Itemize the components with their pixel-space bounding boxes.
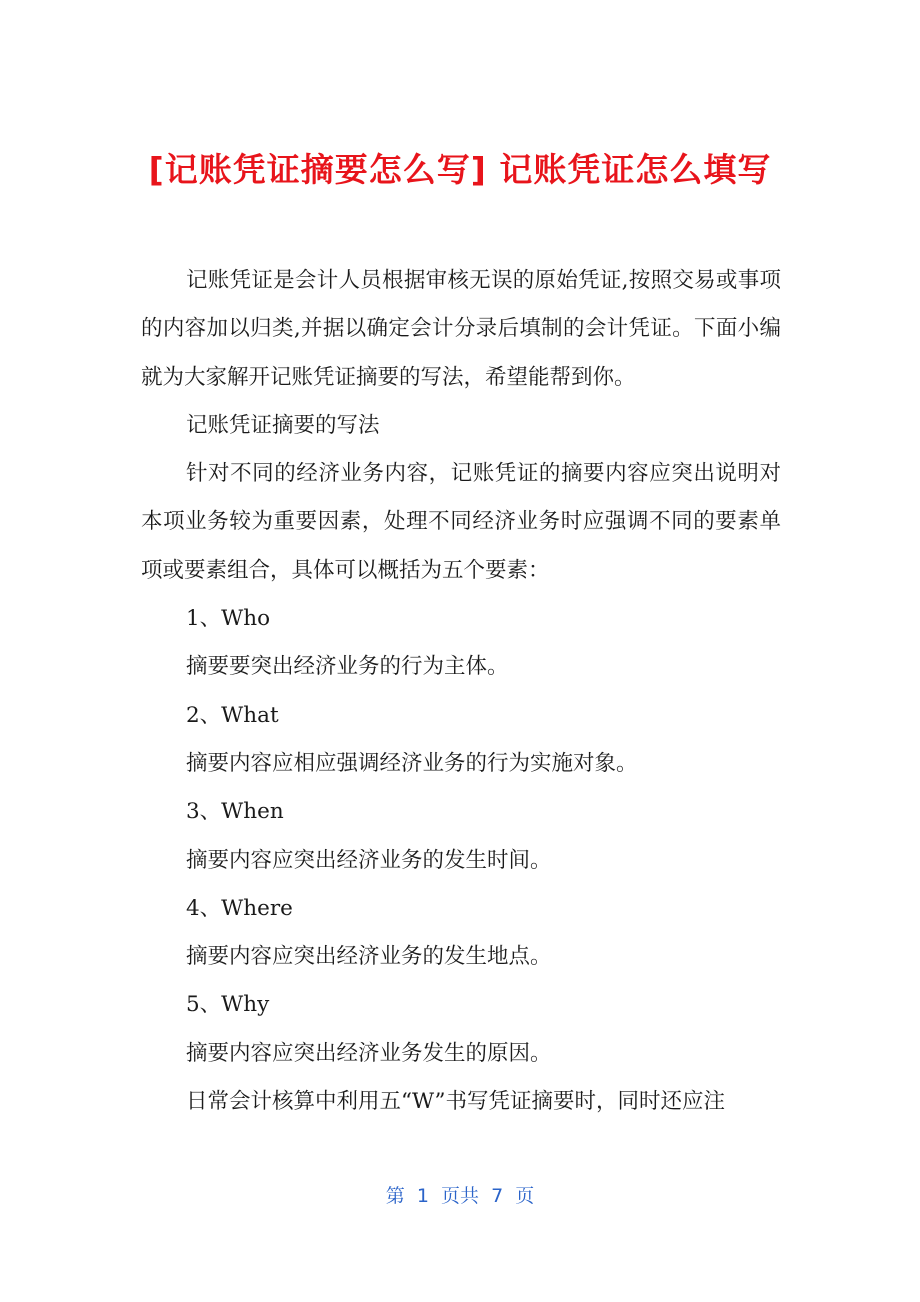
list-item-who: 1、Who [186, 606, 271, 632]
section-heading: 记账凭证摘要的写法 [186, 412, 380, 438]
paragraph-elements: 针对不同的经济业务内容，记账凭证的摘要内容应突出说明对本项业务较为重要因素，处理不同经济业务时应强调不同的要素单项或要素组合，具体可以概括为五个要素： [141, 461, 781, 583]
paragraph-what: 摘要内容应相应强调经济业务的行为实施对象。 [186, 750, 638, 776]
list-item-why: 5、Why [186, 992, 270, 1018]
document-body [141, 257, 781, 1126]
list-item-where: 4、Where [186, 895, 293, 921]
page-number-footer: 第 1 页共 7 页 [385, 1185, 535, 1207]
paragraph-who: 摘要要突出经济业务的行为主体。 [186, 654, 509, 680]
list-item-when: 3、When [186, 799, 284, 825]
list-item-what: 2、What [186, 702, 279, 728]
paragraph-why: 摘要内容应突出经济业务发生的原因。 [186, 1040, 552, 1066]
document-title: [记账凭证摘要怎么写] 记账凭证怎么填写 [148, 150, 772, 189]
paragraph-where: 摘要内容应突出经济业务的发生地点。 [186, 944, 552, 970]
paragraph-intro: 记账凭证是会计人员根据审核无误的原始凭证,按照交易或事项的内容加以归类,并据以确定会计分录后填制的会计凭证。下面小编就为大家解开记账凭证摘要的写法，希望能帮到你。 [141, 268, 781, 390]
paragraph-when: 摘要内容应突出经济业务的发生时间。 [186, 847, 552, 873]
paragraph-continued: 日常会计核算中利用五“W”书写凭证摘要时，同时还应注 [186, 1089, 725, 1115]
